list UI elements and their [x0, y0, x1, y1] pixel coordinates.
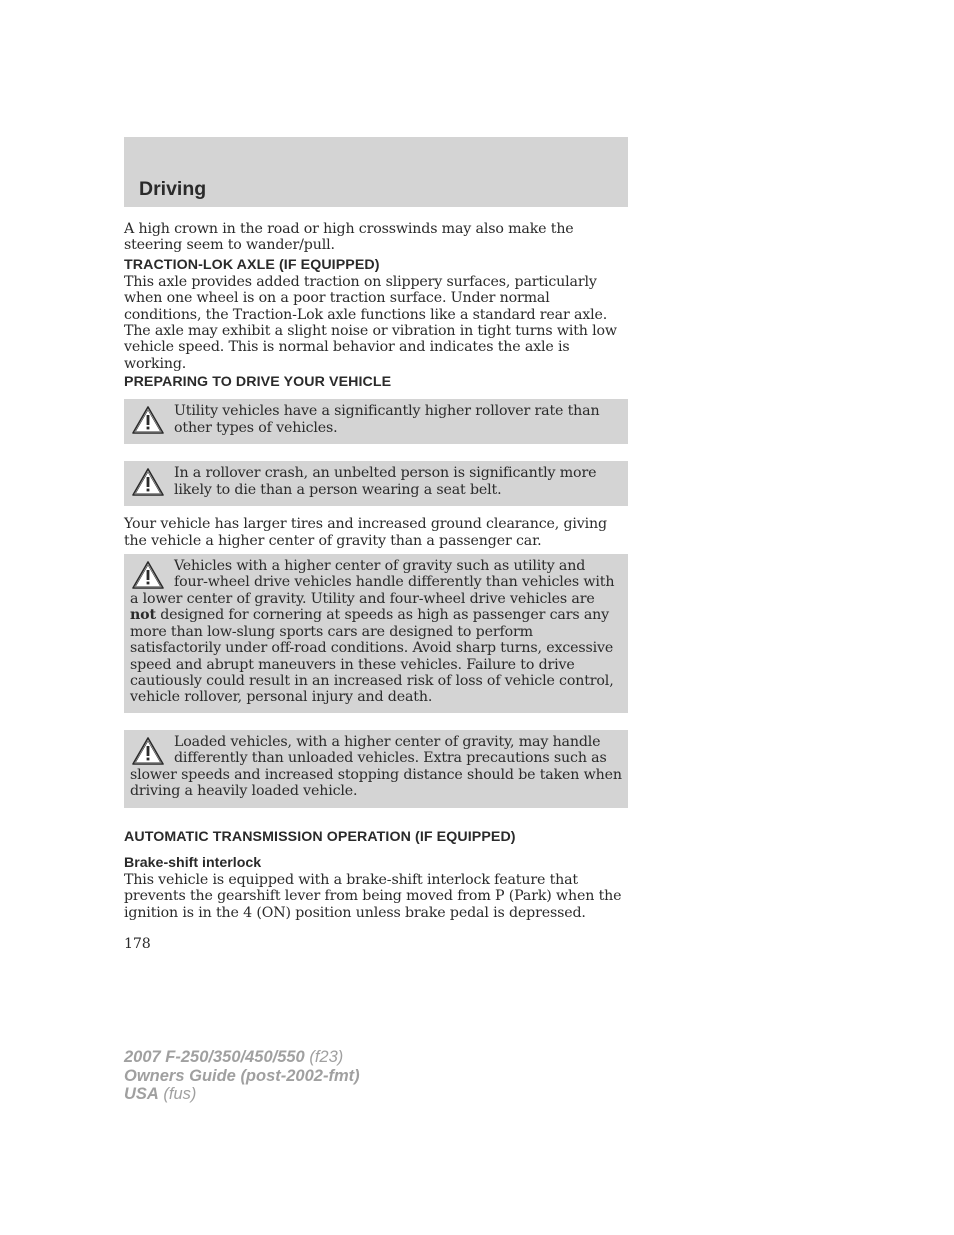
- document-footer: [124, 1048, 360, 1104]
- warning-text: [130, 558, 622, 706]
- section-header-band: [124, 137, 628, 207]
- manual-page: [124, 137, 628, 953]
- page-number: 178: [124, 936, 151, 953]
- traction-paragraph: This axle provides added traction on slippery surfaces, particularly when one wheel is on a poor traction surface. Under normal conditions, the Traction-Lok axle functions like a standard rear axle. The axle may exhibit a slight noise or vibration in tight turns with low vehicle speed. This is normal behavior and indicates the axle is working.: [124, 273, 617, 372]
- transmission-heading: AUTOMATIC TRANSMISSION OPERATION (IF EQUIPPED): [124, 829, 516, 846]
- warning-text-emphasis: not: [130, 607, 156, 624]
- warning-text-part2: designed for cornering at speeds as high as passenger cars any more than low-slung sports cars are designed to perform satisfactorily under off-road conditions. Avoid sharp turns, excessive speed and abrupt maneuvers in these vehicles. Failure to drive cautiously could result in an increased risk of loss of vehicle control, vehicle rollover, personal injury and death.: [130, 607, 614, 706]
- intro-paragraph: A high crown in the road or high crosswinds may also make the steering seem to wander/pull.: [124, 221, 574, 254]
- warning-triangle-icon: [131, 405, 165, 435]
- warning-box-center-of-gravity: [124, 554, 628, 713]
- footer-model: 2007 F-250/350/450/550: [124, 1048, 305, 1066]
- preparing-heading: PREPARING TO DRIVE YOUR VEHICLE: [124, 374, 392, 391]
- footer-line-guide: Owners Guide (post-2002-fmt): [124, 1066, 360, 1085]
- footer-market: USA: [124, 1085, 159, 1103]
- warning-triangle-icon: [131, 560, 165, 590]
- traction-heading: TRACTION-LOK AXLE (IF EQUIPPED): [124, 256, 380, 273]
- warning-box-seat-belt: [124, 461, 628, 506]
- warning-box-rollover-rate: [124, 399, 628, 444]
- footer-line-market: [124, 1085, 360, 1104]
- clearance-paragraph: Your vehicle has larger tires and increased ground clearance, giving the vehicle a higher center of gravity than a passenger car.: [124, 516, 607, 549]
- warning-text: In a rollover crash, an unbelted person is significantly more likely to die than a person wearing a seat belt.: [174, 465, 597, 498]
- warning-triangle-icon: [131, 467, 165, 497]
- brake-shift-paragraph: This vehicle is equipped with a brake-shift interlock feature that prevents the gearshift lever from being moved from P (Park) when the ignition is in the 4 (ON) position unless brake pedal is depressed.: [124, 872, 622, 921]
- footer-model-code: (f23): [304, 1048, 344, 1066]
- footer-market-code: (fus): [158, 1085, 197, 1103]
- warning-box-loaded-vehicles: [124, 730, 628, 808]
- section-title: Driving: [139, 178, 207, 200]
- footer-line-model: [124, 1048, 360, 1067]
- warning-text: Loaded vehicles, with a higher center of gravity, may handle differently than unloaded vehicles. Extra precautions such as slower speeds and increased stopping distance should be taken when driving a heavily loaded vehicle.: [130, 734, 622, 800]
- brake-shift-subheading: Brake-shift interlock: [124, 855, 262, 872]
- warning-text: Utility vehicles have a significantly higher rollover rate than other types of vehicles.: [174, 403, 600, 436]
- warning-triangle-icon: [131, 736, 165, 766]
- warning-text-part1: Vehicles with a higher center of gravity such as utility and four-wheel drive vehicles handle differently than vehicles with a lower center of gravity. Utility and four-wheel drive vehicles are: [130, 558, 615, 607]
